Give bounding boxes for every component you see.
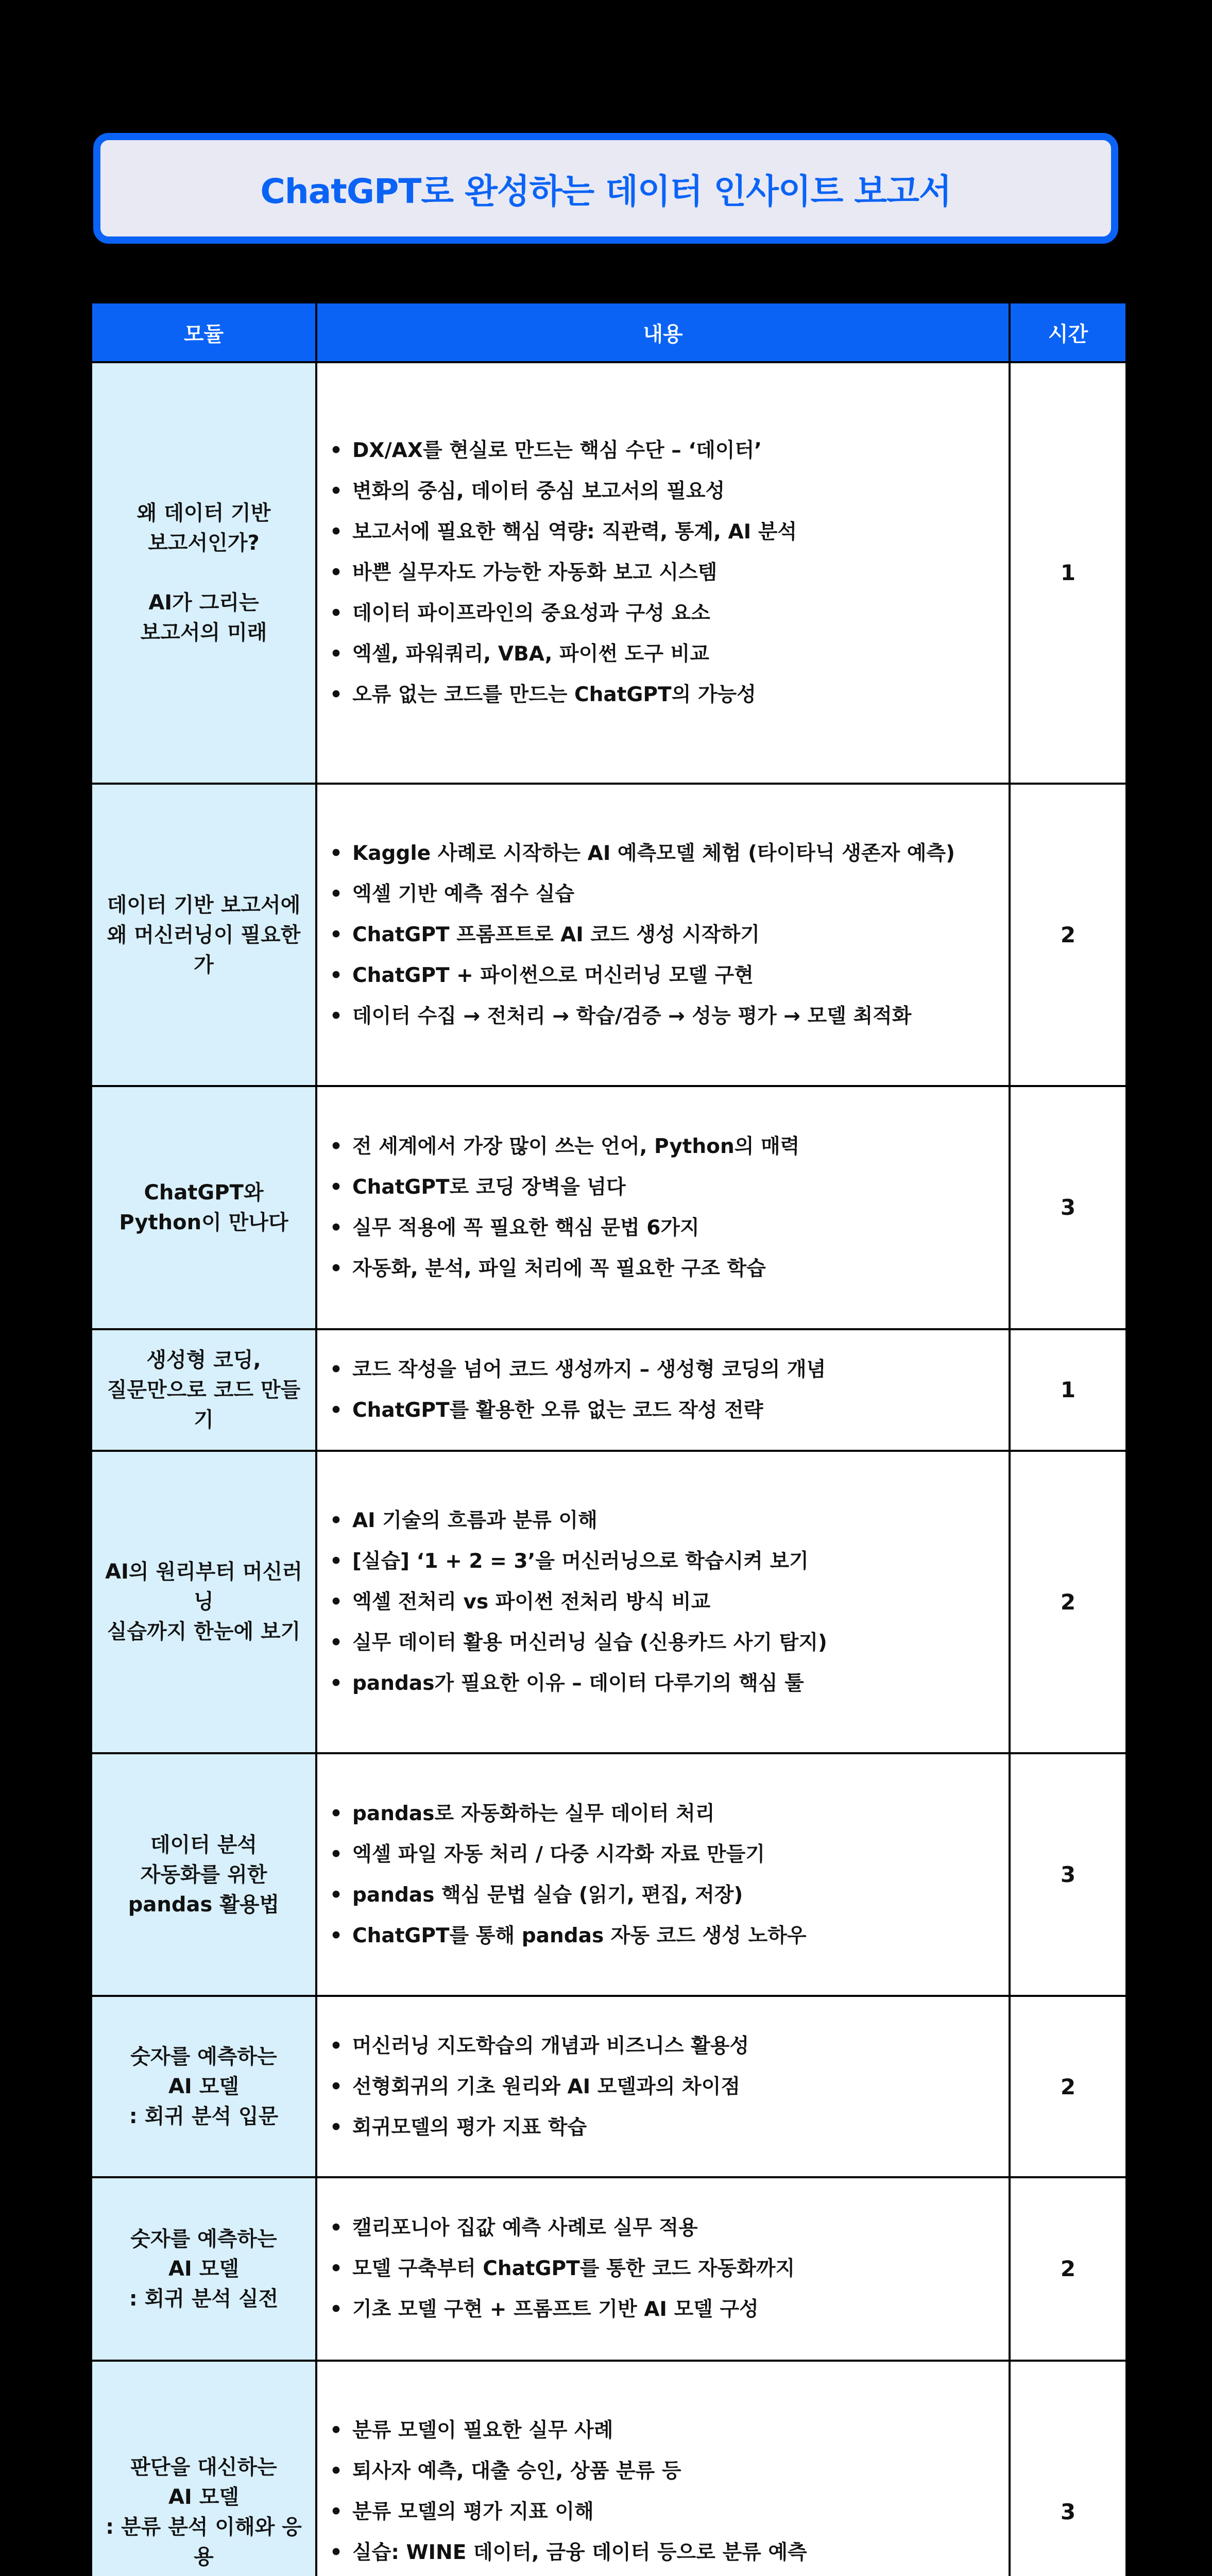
list-item: • 머신러닝 지도학습의 개념과 비즈니스 활용성: [330, 2026, 1009, 2066]
module-title-line: 보고서인가?: [148, 531, 260, 555]
module-title-line: 생성형 코딩,: [146, 1348, 261, 1372]
report-title-banner: [93, 133, 1118, 244]
list-item: • 실무 적용에 꼭 필요한 핵심 문법 6가지: [330, 1208, 1009, 1248]
list-item: • 엑셀 기반 예측 점수 실습: [330, 874, 1009, 914]
content-list: [330, 1500, 1009, 1704]
module-cell: [91, 784, 316, 1086]
module-title-line: 자동화를 위한: [140, 1862, 267, 1887]
module-title-line: : 회귀 분석 실전: [129, 2286, 279, 2311]
table-row: [91, 1451, 1126, 1753]
hours-cell: 2: [1010, 784, 1126, 1086]
module-title-line: AI가 그리는: [148, 590, 259, 615]
list-item: • 변화의 중심, 데이터 중심 보고서의 필요성: [330, 471, 1009, 512]
list-item: • 분류 모델이 필요한 실무 사례: [330, 2410, 1009, 2451]
content-list: [330, 1126, 1009, 1289]
table-row: [91, 1996, 1126, 2177]
module-title-line: AI 모델: [168, 2075, 240, 2099]
list-item: • 모델 구축부터 ChatGPT를 통한 코드 자동화까지: [330, 2248, 1009, 2289]
curriculum-rows: [91, 362, 1126, 2576]
list-item: • ChatGPT를 활용한 오류 없는 코드 작성 전략: [330, 1390, 1009, 1431]
list-item: • [실습] ‘1 + 2 = 3’을 머신러닝으로 학습시켜 보기: [330, 1541, 1009, 1582]
content-list: [330, 1793, 1009, 1956]
content-cell: [316, 1451, 1010, 1753]
list-item: • Kaggle 사례로 시작하는 AI 예측모델 체험 (타이타닉 생존자 예측): [330, 833, 1009, 874]
table-row: [91, 2177, 1126, 2361]
list-item: • 데이터 파이프라인의 중요성과 구성 요소: [330, 593, 1009, 634]
list-item: • ChatGPT 프롬프트로 AI 코드 생성 시작하기: [330, 914, 1009, 955]
list-item: • 실무 데이터 활용 머신러닝 실습 (신용카드 사기 탐지): [330, 1622, 1009, 1663]
list-item: • 퇴사자 예측, 대출 승인, 상품 분류 등: [330, 2451, 1009, 2492]
hours-cell: 2: [1010, 1451, 1126, 1753]
content-cell: [316, 784, 1010, 1086]
content-cell: [316, 362, 1010, 784]
content-list: [330, 430, 1009, 715]
hours-cell: 2: [1010, 2177, 1126, 2361]
table-row: [91, 784, 1126, 1086]
list-item: • 캘리포니아 집값 예측 사례로 실무 적용: [330, 2208, 1009, 2248]
content-cell: [316, 1753, 1010, 1996]
list-item: • 기초 모델 구현 + 프롬프트 기반 AI 모델 구성: [330, 2289, 1009, 2330]
list-item: • 엑셀 파일 자동 처리 / 다중 시각화 자료 만들기: [330, 1834, 1009, 1875]
curriculum-table: [90, 301, 1128, 2576]
module-title-line: AI 모델: [168, 2485, 240, 2509]
module-cell: [91, 1996, 316, 2177]
content-list: [330, 833, 1009, 1037]
content-cell: [316, 1329, 1010, 1451]
content-list: [330, 2208, 1009, 2330]
content-list: [330, 2410, 1009, 2576]
hours-cell: 1: [1010, 1329, 1126, 1451]
header-row: [91, 302, 1126, 362]
module-title-line: 보고서의 미래: [140, 620, 267, 645]
header-module: 모듈: [91, 302, 316, 362]
list-item: • 바쁜 실무자도 가능한 자동화 보고 시스템: [330, 552, 1009, 593]
module-title-line: : 분류 분석 이해와 응용: [106, 2515, 302, 2569]
hours-cell: 3: [1010, 1753, 1126, 1996]
module-title-line: AI의 원리부터 머신러닝: [105, 1560, 302, 1614]
module-title-line: 판단을 대신하는: [130, 2455, 277, 2479]
hours-cell: 2: [1010, 1996, 1126, 2177]
content-list: [330, 2026, 1009, 2148]
module-title-line: Python이 만나다: [119, 1210, 288, 1234]
module-cell: [91, 2361, 316, 2576]
module-title-line: 왜 데이터 기반: [136, 501, 271, 525]
module-spacer: [99, 558, 308, 588]
list-item: • 엑셀 전처리 vs 파이썬 전처리 방식 비교: [330, 1582, 1009, 1622]
module-cell: [91, 1451, 316, 1753]
hours-cell: 3: [1010, 1086, 1126, 1329]
module-title-line: ChatGPT와: [144, 1180, 264, 1205]
list-item: • ChatGPT를 통해 pandas 자동 코드 생성 노하우: [330, 1916, 1009, 1956]
module-title-line: 실습까지 한눈에 보기: [107, 1620, 301, 1644]
module-cell: [91, 1753, 316, 1996]
hours-cell: 1: [1010, 362, 1126, 784]
module-title-line: 왜 머신러닝이 필요한가: [107, 923, 301, 977]
content-list: [330, 1349, 1009, 1431]
module-title-line: pandas 활용법: [128, 1892, 280, 1917]
list-item: • pandas 핵심 문법 실습 (읽기, 편집, 저장): [330, 1875, 1009, 1916]
module-title-line: 숫자를 예측하는: [130, 2045, 277, 2069]
list-item: • 오류 없는 코드를 만드는 ChatGPT의 가능성: [330, 674, 1009, 715]
list-item: • AI 기술의 흐름과 분류 이해: [330, 1500, 1009, 1541]
content-cell: [316, 1086, 1010, 1329]
table-row: [91, 1086, 1126, 1329]
content-cell: [316, 1996, 1010, 2177]
list-item: • 데이터 수집 → 전처리 → 학습/검증 → 성능 평가 → 모델 최적화: [330, 996, 1009, 1037]
module-title-line: 데이터 분석: [150, 1833, 258, 1857]
list-item: • 전 세계에서 가장 많이 쓰는 언어, Python의 매력: [330, 1126, 1009, 1167]
content-cell: [316, 2361, 1010, 2576]
module-title-line: 숫자를 예측하는: [130, 2227, 277, 2251]
list-item: • 실습: WINE 데이터, 금융 데이터 등으로 분류 예측: [330, 2532, 1009, 2573]
header-content: 내용: [316, 302, 1010, 362]
list-item: • 보고서에 필요한 핵심 역량: 직관력, 통계, AI 분석: [330, 512, 1009, 552]
report-title: ChatGPT로 완성하는 데이터 인사이트 보고서: [260, 172, 951, 211]
list-item: • 코드 작성을 넘어 코드 생성까지 – 생성형 코딩의 개념: [330, 1349, 1009, 1390]
module-cell: [91, 2177, 316, 2361]
list-item: • 회귀모델의 평가 지표 학습: [330, 2107, 1009, 2148]
list-item: • pandas가 필요한 이유 – 데이터 다루기의 핵심 툴: [330, 1663, 1009, 1704]
header-hours: 시간: [1010, 302, 1126, 362]
list-item: • 분류 모델의 평가 지표 이해: [330, 2492, 1009, 2532]
list-item: • 엑셀, 파워쿼리, VBA, 파이썬 도구 비교: [330, 634, 1009, 674]
table-row: [91, 1329, 1126, 1451]
content-cell: [316, 2177, 1010, 2361]
module-title-line: 데이터 기반 보고서에: [107, 893, 301, 917]
list-item: • ChatGPT로 코딩 장벽을 넘다: [330, 1167, 1009, 1208]
hours-cell: 3: [1010, 2361, 1126, 2576]
list-item: • DX/AX를 현실로 만드는 핵심 수단 – ‘데이터’: [330, 430, 1009, 471]
list-item: • pandas로 자동화하는 실무 데이터 처리: [330, 1793, 1009, 1834]
module-title-line: 질문만으로 코드 만들기: [107, 1378, 301, 1432]
module-cell: [91, 1086, 316, 1329]
list-item: • 선형회귀의 기초 원리와 AI 모델과의 차이점: [330, 2066, 1009, 2107]
module-title-line: : 회귀 분석 입문: [129, 2105, 279, 2129]
table-row: [91, 2361, 1126, 2576]
list-item: • ChatGPT + 파이썬으로 머신러닝 모델 구현: [330, 955, 1009, 996]
module-cell: [91, 1329, 316, 1451]
module-title-line: AI 모델: [168, 2257, 240, 2281]
table-row: [91, 362, 1126, 784]
list-item: • 자동화, 분석, 파일 처리에 꼭 필요한 구조 학습: [330, 1248, 1009, 1289]
module-cell: [91, 362, 316, 784]
list-item: [330, 2573, 1009, 2576]
table-row: [91, 1753, 1126, 1996]
